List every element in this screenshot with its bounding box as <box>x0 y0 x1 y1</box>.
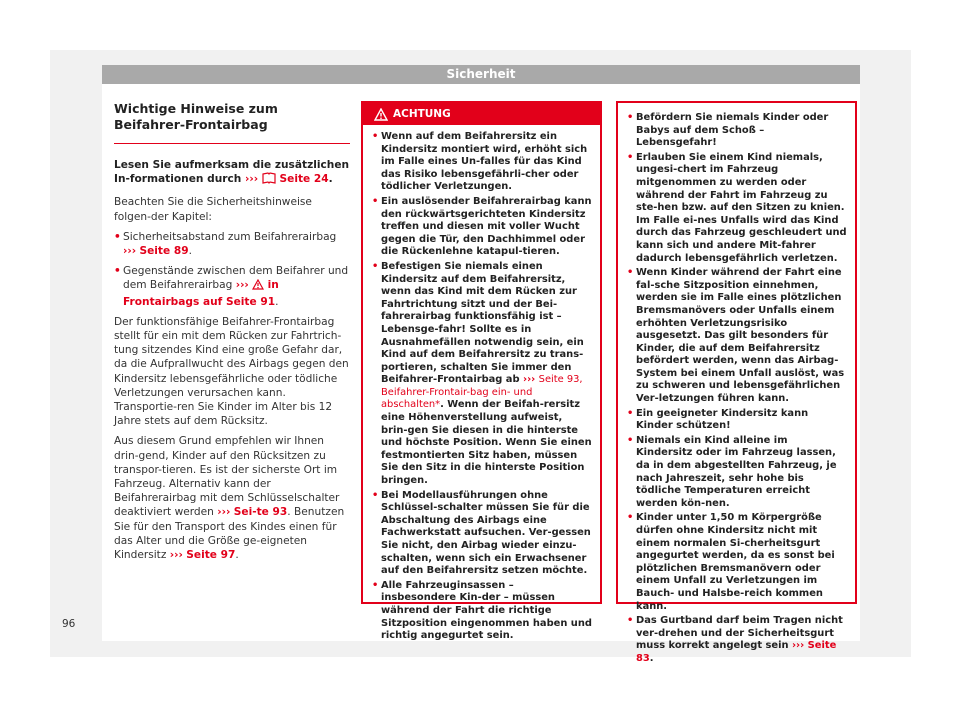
warning-box-header <box>363 103 600 125</box>
body-paragraph: Aus diesem Grund empfehlen wir Ihnen drin-gend, Kinder auf den Rücksitzen zu transpor-tieren. Es ist der sicherste Ort im Fahrzeug. Alternativ kann der Beifahrerairbag mit dem Schlüsselschalter deaktiviert werden ››› Sei-te 93. Benutzen Sie für den Transport des Kindes einen für das Alter und die Größe ge-eigneten Kindersitz ››› Seite 97. <box>114 435 345 562</box>
bullet-dot: • <box>372 489 379 501</box>
list-item: • Niemals ein Kind alleine im Kindersitz oder im Fahrzeug lassen, da in dem abgestellten Fahrzeug, je nach Jahreszeit, sehr hohe bis tödliche Temperaturen erreicht werden kön-nen. <box>627 434 837 509</box>
list-item: • Wenn Kinder während der Fahrt eine fal-sche Sitzposition einnehmen, werden sie im Falle eines plötzlichen Bremsmanövers oder Unfalls einem erhöhten Verletzungsrisiko ausgesetzt. Das gilt besonders für Kinder, die auf dem Beifahrersitz befördert werden, wenn das Airbag-System bei einem Unfall auslöst, was zu schweren und lebensgefährlichen Ver-letzungen führen kann. <box>627 267 845 405</box>
list-item: • Alle Fahrzeuginsassen – insbesondere Kin-der – müssen während der Fahrt die richtige Sitzposition eingenommen haben und richtig angegurtet sein. <box>372 579 592 642</box>
bullet-dot: • <box>372 195 379 207</box>
warning-triangle-icon <box>374 107 388 129</box>
ref-arrows: ››› <box>244 173 259 186</box>
bullet-dot: • <box>114 230 121 243</box>
warning-heading: ACHTUNG <box>393 108 451 120</box>
lead-paragraph: Lesen Sie aufmerksam die zusätzlichen In-formationen durch ››› Seite 24. <box>114 158 350 188</box>
body-paragraph: Der funktionsfähige Beifahrer-Frontairbag stellt für ein mit dem Rücken zur Fahrtrich-tung sitzendes Kind eine große Gefahr dar, da die Aufprallwucht des Airbags gegen den Kindersitz lebensgefährliche oder tödliche Verletzungen verursachen kann. Transportie-ren Sie Kinder im Alter bis 12 Jahre stets auf dem Rücksitz. <box>114 315 349 428</box>
warning-triangle-icon <box>252 279 264 294</box>
bullet1-ref-link[interactable]: Seite 89 <box>139 245 189 258</box>
bullet-dot: • <box>627 512 634 524</box>
intro-paragraph: Beachten Sie die Sicherheitshinweise folgen-der Kapitel: <box>114 196 312 223</box>
bullet-dot: • <box>372 579 379 591</box>
list-item: • Das Gurtband darf beim Tragen nicht ver-drehen und der Sicherheitsgurt muss korrekt angelegt sein ››› Seite 83. <box>627 615 843 664</box>
column-left <box>114 84 350 568</box>
bullet2-ref-link[interactable]: in Frontairbags auf Seite 91 <box>123 279 279 308</box>
section-title: Wichtige Hinweise zum Beifahrer-Frontairbag <box>114 101 350 144</box>
list-item: • Sicherheitsabstand zum Beifahrerairbag ››› Seite 89. <box>114 230 337 258</box>
warning-box <box>361 101 602 642</box>
list-item: • Ein geeigneter Kindersitz kann Kinder schützen! <box>627 407 809 432</box>
bullet-dot: • <box>627 112 634 123</box>
bullet-dot: • <box>627 267 634 279</box>
page-content <box>102 84 860 664</box>
list-item: • Befestigen Sie niemals einen Kindersitz auf dem Beifahrersitz, wenn das Kind mit dem Rücken zur Fahrtrichtung sitzt und der Bei-fahrerairbag funktionsfähig ist – Lebensge-fahr! Sollte es in Ausnahmefällen notwendig sein, ein Kind auf dem Beifahrersitz zu trans-portieren, schalten Sie immer den Beifahrer-Frontairbag ab ››› Seite 93, Beifahrer-Frontair-bag ein- und abschalten*. Wenn der Beifah-rersitz eine Höhenverstellung aufweist, brin-gen Sie diesen in die hinterste und höchste Position. Wenn Sie einen festmontierten Sitz haben, müssen Sie den Sitz in die hinterste Position bringen. <box>372 260 592 487</box>
bullet-dot: • <box>627 434 634 446</box>
list-item: • Wenn auf dem Beifahrersitz ein Kindersitz montiert wird, erhöht sich im Falle eines Un-falles für das Kind das Risiko lebensgefährli-cher oder tödlicher Verletzungen. <box>372 131 588 193</box>
list-item: • Befördern Sie niemals Kinder oder Babys auf dem Schoß – Lebensgefahr! <box>627 112 829 149</box>
warning-box-continued <box>616 101 857 664</box>
book-icon <box>262 172 276 188</box>
list-item: • Ein auslösender Beifahrerairbag kann den rückwärtsgerichteten Kindersitz treffen und diesen mit voller Wucht gegen die Tür, den Dachhimmel oder die Rückenlehne katapul-tieren. <box>372 195 592 258</box>
list-item: • Gegenstände zwischen dem Beifahrer und dem Beifahrerairbag ››› in Frontairbags auf Seite 91. <box>114 265 349 308</box>
page-number: 96 <box>62 618 76 630</box>
lead-ref-link[interactable]: Seite 24 <box>279 173 329 186</box>
bullet-dot: • <box>372 131 379 142</box>
para2-ref-link-2[interactable]: Seite 97 <box>186 549 236 562</box>
col3-ref-link[interactable]: Seite 83 <box>636 640 837 664</box>
bullet-dot: • <box>114 265 121 278</box>
section-header: Sicherheit <box>102 65 860 84</box>
bullet-dot: • <box>627 615 634 627</box>
bullet-dot: • <box>372 260 379 272</box>
list-item: • Kinder unter 1,50 m Körpergröße dürfen ohne Kindersitz nicht mit einem normalen Si-cherheitsgurt angegurtet werden, da es sonst bei plötzlichen Bremsmanövern oder einem Unfall zu Verletzungen im Bauch- und Halsbe-reich kommen kann. <box>627 512 835 612</box>
bullet-dot: • <box>627 407 634 419</box>
warning-ref-link[interactable]: Seite 93, Beifahrer-Frontair-bag ein- und abschalten* <box>381 374 583 411</box>
list-item: • Bei Modellausführungen ohne Schlüssel-schalter müssen Sie für die Abschaltung des Airbags eine Fachwerkstatt aufsuchen. Ver-gessen Sie nicht, den Airbag wieder einzu-schalten, wenn sich ein Erwachsener auf den Beifahrersitz setzen möchte. <box>372 489 591 577</box>
bullet-dot: • <box>627 151 634 163</box>
list-item: • Erlauben Sie einem Kind niemals, ungesi-chert im Fahrzeug mitgenommen zu werden oder während der Fahrt im Fahrzeug zu ste-hen bzw. auf den Sitzen zu knien. Im Falle ei-nes Unfalls wird das Kind durch das Fahrzeug geschleudert und kann sich und andere Mit-fahrer dadurch lebensgefährlich verletzen. <box>627 151 847 264</box>
para2-ref-link-1[interactable]: Sei-te 93 <box>233 506 288 519</box>
